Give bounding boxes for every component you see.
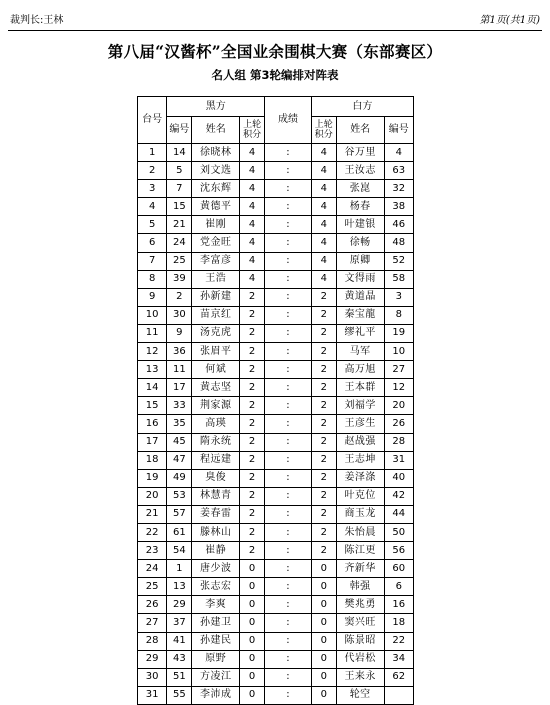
black-num-cell: 47 [167, 451, 192, 469]
black-score-cell: 0 [240, 614, 265, 632]
table-row [138, 306, 414, 324]
white-num-cell: 56 [384, 542, 413, 560]
table-no-cell: 9 [138, 288, 167, 306]
black-score-cell: 0 [240, 650, 265, 668]
table-no-cell: 22 [138, 523, 167, 541]
black-score-cell: 2 [240, 469, 265, 487]
black-num-cell: 53 [167, 487, 192, 505]
black-num-cell: 49 [167, 469, 192, 487]
white-name-cell: 原卿 [336, 252, 384, 270]
black-name-cell: 李爽 [192, 596, 240, 614]
black-score-cell: 0 [240, 632, 265, 650]
black-name-cell: 唐少波 [192, 560, 240, 578]
table-row [138, 198, 414, 216]
white-num-cell: 26 [384, 415, 413, 433]
white-num-cell: 60 [384, 560, 413, 578]
black-score-cell: 0 [240, 560, 265, 578]
white-name-cell: 黄道晶 [336, 288, 384, 306]
white-name-cell: 樊兆勇 [336, 596, 384, 614]
black-name-cell: 臭俊 [192, 469, 240, 487]
white-num-cell: 8 [384, 306, 413, 324]
result-cell: : [265, 379, 312, 397]
table-row [138, 469, 414, 487]
table-row [138, 343, 414, 361]
black-score-cell: 2 [240, 361, 265, 379]
result-cell: : [265, 288, 312, 306]
black-num-cell: 17 [167, 379, 192, 397]
white-name-cell: 叶建银 [336, 216, 384, 234]
black-score-cell: 2 [240, 343, 265, 361]
white-num-cell: 18 [384, 614, 413, 632]
header-result: 成绩 [265, 97, 312, 144]
white-num-cell: 22 [384, 632, 413, 650]
black-score-cell: 0 [240, 668, 265, 686]
white-num-cell: 34 [384, 650, 413, 668]
black-name-cell: 滕林山 [192, 523, 240, 541]
pairings-table [137, 96, 414, 705]
white-score-cell: 4 [311, 162, 336, 180]
white-num-cell [384, 686, 413, 704]
result-cell: : [265, 686, 312, 704]
black-num-cell: 55 [167, 686, 192, 704]
header-table-no: 台号 [138, 97, 167, 144]
white-score-cell: 0 [311, 596, 336, 614]
black-name-cell: 崔刚 [192, 216, 240, 234]
black-num-cell: 57 [167, 505, 192, 523]
table-row [138, 433, 414, 451]
white-num-cell: 63 [384, 162, 413, 180]
black-num-cell: 5 [167, 162, 192, 180]
result-cell: : [265, 614, 312, 632]
result-cell: : [265, 252, 312, 270]
table-no-cell: 16 [138, 415, 167, 433]
white-name-cell: 朱怡晨 [336, 523, 384, 541]
table-no-cell: 4 [138, 198, 167, 216]
result-cell: : [265, 180, 312, 198]
white-num-cell: 44 [384, 505, 413, 523]
table-row [138, 686, 414, 704]
white-num-cell: 52 [384, 252, 413, 270]
white-score-cell: 2 [311, 306, 336, 324]
result-cell: : [265, 469, 312, 487]
black-num-cell: 25 [167, 252, 192, 270]
black-name-cell: 沈东辉 [192, 180, 240, 198]
table-row [138, 397, 414, 415]
white-name-cell: 刘福学 [336, 397, 384, 415]
white-score-cell: 2 [311, 433, 336, 451]
table-row [138, 180, 414, 198]
table-no-cell: 10 [138, 306, 167, 324]
white-score-cell: 2 [311, 379, 336, 397]
table-no-cell: 5 [138, 216, 167, 234]
table-row [138, 216, 414, 234]
black-score-cell: 4 [240, 144, 265, 162]
result-cell: : [265, 234, 312, 252]
white-score-cell: 4 [311, 270, 336, 288]
table-no-cell: 13 [138, 361, 167, 379]
white-name-cell: 王本群 [336, 379, 384, 397]
white-name-cell: 王彦生 [336, 415, 384, 433]
white-score-cell: 0 [311, 632, 336, 650]
table-row [138, 505, 414, 523]
black-name-cell: 孙建卫 [192, 614, 240, 632]
white-name-cell: 高万旭 [336, 361, 384, 379]
black-num-cell: 33 [167, 397, 192, 415]
white-num-cell: 58 [384, 270, 413, 288]
result-cell: : [265, 343, 312, 361]
header-black: 黑方 [167, 97, 265, 117]
black-num-cell: 15 [167, 198, 192, 216]
table-no-cell: 8 [138, 270, 167, 288]
white-score-cell: 4 [311, 252, 336, 270]
white-num-cell: 40 [384, 469, 413, 487]
black-name-cell: 汤克虎 [192, 324, 240, 342]
black-score-cell: 2 [240, 324, 265, 342]
white-name-cell: 王志坤 [336, 451, 384, 469]
black-name-cell: 黄志坚 [192, 379, 240, 397]
black-num-cell: 30 [167, 306, 192, 324]
white-score-cell: 0 [311, 560, 336, 578]
table-no-cell: 26 [138, 596, 167, 614]
black-name-cell: 程远建 [192, 451, 240, 469]
white-score-cell: 2 [311, 288, 336, 306]
black-score-cell: 2 [240, 487, 265, 505]
table-no-cell: 6 [138, 234, 167, 252]
black-name-cell: 张眉平 [192, 343, 240, 361]
black-name-cell: 姜春雷 [192, 505, 240, 523]
black-name-cell: 徐晓林 [192, 144, 240, 162]
table-row [138, 252, 414, 270]
table-no-cell: 25 [138, 578, 167, 596]
white-name-cell: 秦宝龍 [336, 306, 384, 324]
black-score-cell: 2 [240, 451, 265, 469]
table-row [138, 162, 414, 180]
black-num-cell: 45 [167, 433, 192, 451]
white-name-cell: 王汝志 [336, 162, 384, 180]
result-cell: : [265, 162, 312, 180]
black-score-cell: 2 [240, 523, 265, 541]
white-name-cell: 文得雨 [336, 270, 384, 288]
black-name-cell: 原野 [192, 650, 240, 668]
white-name-cell: 马军 [336, 343, 384, 361]
black-score-cell: 0 [240, 578, 265, 596]
header-white-num: 编号 [384, 117, 413, 144]
table-row [138, 234, 414, 252]
white-name-cell: 谷万里 [336, 144, 384, 162]
black-score-cell: 0 [240, 596, 265, 614]
white-num-cell: 20 [384, 397, 413, 415]
black-score-cell: 2 [240, 542, 265, 560]
black-score-cell: 2 [240, 288, 265, 306]
white-score-cell: 4 [311, 216, 336, 234]
table-no-cell: 20 [138, 487, 167, 505]
black-num-cell: 9 [167, 324, 192, 342]
black-name-cell: 高瑛 [192, 415, 240, 433]
black-score-cell: 4 [240, 234, 265, 252]
white-num-cell: 16 [384, 596, 413, 614]
black-name-cell: 刘文选 [192, 162, 240, 180]
white-name-cell: 赵战强 [336, 433, 384, 451]
result-cell: : [265, 216, 312, 234]
white-score-cell: 2 [311, 361, 336, 379]
table-no-cell: 11 [138, 324, 167, 342]
result-cell: : [265, 397, 312, 415]
result-cell: : [265, 324, 312, 342]
black-num-cell: 11 [167, 361, 192, 379]
page-number: 第1页(共1页) [479, 15, 540, 26]
black-name-cell: 林慧青 [192, 487, 240, 505]
black-name-cell: 荆家源 [192, 397, 240, 415]
result-cell: : [265, 632, 312, 650]
black-num-cell: 13 [167, 578, 192, 596]
black-score-cell: 2 [240, 379, 265, 397]
table-row [138, 324, 414, 342]
white-name-cell: 杨春 [336, 198, 384, 216]
document-title: 第八届“汉酱杯”全国业余围棋大赛（东部赛区） [107, 42, 443, 61]
table-no-cell: 18 [138, 451, 167, 469]
white-num-cell: 31 [384, 451, 413, 469]
white-score-cell: 0 [311, 668, 336, 686]
result-cell: : [265, 415, 312, 433]
white-name-cell: 缪礼平 [336, 324, 384, 342]
white-score-cell: 0 [311, 578, 336, 596]
white-num-cell: 27 [384, 361, 413, 379]
white-num-cell: 6 [384, 578, 413, 596]
white-name-cell: 齐新华 [336, 560, 384, 578]
white-score-cell: 4 [311, 198, 336, 216]
table-no-cell: 19 [138, 469, 167, 487]
white-score-cell: 2 [311, 451, 336, 469]
black-score-cell: 2 [240, 306, 265, 324]
black-score-cell: 2 [240, 415, 265, 433]
white-score-cell: 2 [311, 542, 336, 560]
white-score-cell: 4 [311, 144, 336, 162]
white-name-cell: 王来永 [336, 668, 384, 686]
table-no-cell: 21 [138, 505, 167, 523]
white-num-cell: 19 [384, 324, 413, 342]
white-num-cell: 48 [384, 234, 413, 252]
header-white: 白方 [311, 97, 413, 117]
black-num-cell: 29 [167, 596, 192, 614]
white-name-cell: 商玉龙 [336, 505, 384, 523]
white-score-cell: 2 [311, 343, 336, 361]
black-num-cell: 41 [167, 632, 192, 650]
white-score-cell: 0 [311, 686, 336, 704]
white-name-cell: 韩强 [336, 578, 384, 596]
document-subtitle: 名人组 第3轮编排对阵表 [211, 68, 339, 82]
black-name-cell: 李沛成 [192, 686, 240, 704]
white-num-cell: 50 [384, 523, 413, 541]
table-no-cell: 1 [138, 144, 167, 162]
black-name-cell: 孙建民 [192, 632, 240, 650]
white-name-cell: 徐畅 [336, 234, 384, 252]
table-no-cell: 24 [138, 560, 167, 578]
black-name-cell: 方凌江 [192, 668, 240, 686]
white-num-cell: 3 [384, 288, 413, 306]
black-num-cell: 2 [167, 288, 192, 306]
white-score-cell: 2 [311, 415, 336, 433]
black-num-cell: 1 [167, 560, 192, 578]
table-row [138, 415, 414, 433]
table-no-cell: 14 [138, 379, 167, 397]
table-no-cell: 28 [138, 632, 167, 650]
white-name-cell: 姜泽涤 [336, 469, 384, 487]
white-num-cell: 42 [384, 487, 413, 505]
white-score-cell: 0 [311, 614, 336, 632]
white-num-cell: 12 [384, 379, 413, 397]
referee-label: 裁判长:王林 [10, 15, 64, 26]
table-no-cell: 31 [138, 686, 167, 704]
white-name-cell: 陈景昭 [336, 632, 384, 650]
white-num-cell: 46 [384, 216, 413, 234]
table-no-cell: 15 [138, 397, 167, 415]
white-score-cell: 2 [311, 523, 336, 541]
result-cell: : [265, 650, 312, 668]
table-no-cell: 29 [138, 650, 167, 668]
white-score-cell: 0 [311, 650, 336, 668]
table-no-cell: 30 [138, 668, 167, 686]
header-white-score: 上轮积分 [311, 117, 336, 144]
black-name-cell: 何斌 [192, 361, 240, 379]
result-cell: : [265, 306, 312, 324]
table-row [138, 288, 414, 306]
black-score-cell: 0 [240, 686, 265, 704]
white-score-cell: 4 [311, 234, 336, 252]
table-row [138, 542, 414, 560]
result-cell: : [265, 270, 312, 288]
table-no-cell: 27 [138, 614, 167, 632]
table-row [138, 523, 414, 541]
white-score-cell: 2 [311, 324, 336, 342]
black-num-cell: 14 [167, 144, 192, 162]
black-score-cell: 2 [240, 397, 265, 415]
black-score-cell: 4 [240, 252, 265, 270]
white-num-cell: 28 [384, 433, 413, 451]
black-num-cell: 37 [167, 614, 192, 632]
table-no-cell: 2 [138, 162, 167, 180]
black-score-cell: 4 [240, 270, 265, 288]
result-cell: : [265, 668, 312, 686]
page-header [8, 14, 542, 31]
white-num-cell: 32 [384, 180, 413, 198]
table-row [138, 596, 414, 614]
white-name-cell: 轮空 [336, 686, 384, 704]
black-name-cell: 苗京红 [192, 306, 240, 324]
black-num-cell: 39 [167, 270, 192, 288]
table-row [138, 270, 414, 288]
header-black-score: 上轮积分 [240, 117, 265, 144]
result-cell: : [265, 505, 312, 523]
table-row [138, 361, 414, 379]
table-no-cell: 12 [138, 343, 167, 361]
result-cell: : [265, 596, 312, 614]
white-name-cell: 窦兴旺 [336, 614, 384, 632]
table-row [138, 144, 414, 162]
black-num-cell: 51 [167, 668, 192, 686]
result-cell: : [265, 361, 312, 379]
table-no-cell: 17 [138, 433, 167, 451]
black-num-cell: 35 [167, 415, 192, 433]
black-name-cell: 王浩 [192, 270, 240, 288]
white-score-cell: 2 [311, 469, 336, 487]
table-row [138, 451, 414, 469]
table-row [138, 614, 414, 632]
black-name-cell: 李富彦 [192, 252, 240, 270]
table-row [138, 487, 414, 505]
black-score-cell: 4 [240, 162, 265, 180]
result-cell: : [265, 578, 312, 596]
table-body [138, 144, 414, 705]
result-cell: : [265, 560, 312, 578]
black-num-cell: 43 [167, 650, 192, 668]
result-cell: : [265, 523, 312, 541]
black-name-cell: 张志宏 [192, 578, 240, 596]
black-name-cell: 孙新建 [192, 288, 240, 306]
white-num-cell: 10 [384, 343, 413, 361]
black-num-cell: 36 [167, 343, 192, 361]
black-name-cell: 党金旺 [192, 234, 240, 252]
white-score-cell: 2 [311, 487, 336, 505]
black-num-cell: 24 [167, 234, 192, 252]
white-num-cell: 4 [384, 144, 413, 162]
table-row [138, 650, 414, 668]
white-name-cell: 张崑 [336, 180, 384, 198]
black-score-cell: 4 [240, 180, 265, 198]
result-cell: : [265, 451, 312, 469]
result-cell: : [265, 144, 312, 162]
black-score-cell: 2 [240, 505, 265, 523]
table-row [138, 560, 414, 578]
black-num-cell: 7 [167, 180, 192, 198]
table-no-cell: 3 [138, 180, 167, 198]
white-num-cell: 38 [384, 198, 413, 216]
black-num-cell: 61 [167, 523, 192, 541]
result-cell: : [265, 198, 312, 216]
header-black-num: 编号 [167, 117, 192, 144]
result-cell: : [265, 542, 312, 560]
black-num-cell: 54 [167, 542, 192, 560]
black-name-cell: 崔静 [192, 542, 240, 560]
white-score-cell: 4 [311, 180, 336, 198]
white-name-cell: 陈江更 [336, 542, 384, 560]
black-name-cell: 隋永统 [192, 433, 240, 451]
table-no-cell: 23 [138, 542, 167, 560]
black-num-cell: 21 [167, 216, 192, 234]
black-score-cell: 2 [240, 433, 265, 451]
header-black-name: 姓名 [192, 117, 240, 144]
black-score-cell: 4 [240, 216, 265, 234]
table-row [138, 379, 414, 397]
result-cell: : [265, 487, 312, 505]
white-score-cell: 2 [311, 397, 336, 415]
table-row [138, 578, 414, 596]
black-score-cell: 4 [240, 198, 265, 216]
black-name-cell: 黄德平 [192, 198, 240, 216]
white-name-cell: 代岩松 [336, 650, 384, 668]
white-score-cell: 2 [311, 505, 336, 523]
header-white-name: 姓名 [336, 117, 384, 144]
result-cell: : [265, 433, 312, 451]
white-name-cell: 叶克位 [336, 487, 384, 505]
table-no-cell: 7 [138, 252, 167, 270]
table-row [138, 632, 414, 650]
white-num-cell: 62 [384, 668, 413, 686]
